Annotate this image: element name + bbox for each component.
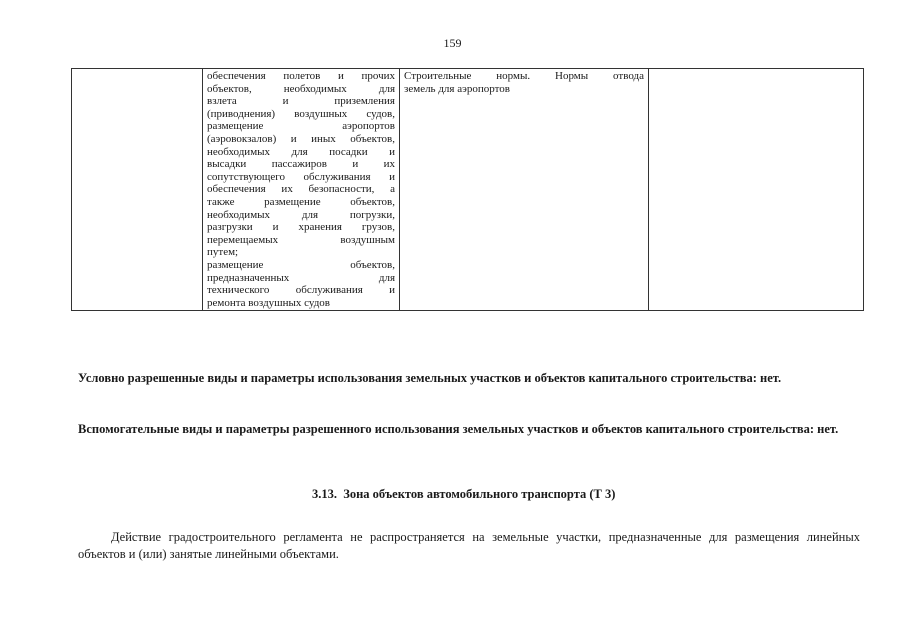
col2-line: (приводнения) воздушных судов, xyxy=(207,107,395,120)
conditional-uses-paragraph: Условно разрешенные виды и параметры использования земельных участков и объектов капитального строительства: нет. xyxy=(78,371,782,385)
col2-line: технического обслуживания и xyxy=(207,284,395,297)
table-cell-norms xyxy=(400,69,649,311)
auxiliary-uses-paragraph: Вспомогательные виды и параметры разрешенного использования земельных участков и объектов капитального строительства: нет. xyxy=(78,422,839,436)
col2-line: предназначенных для xyxy=(207,271,395,284)
table-cell-description xyxy=(203,69,400,311)
body-paragraph: Действие градостроительного регламента не распространяется на земельные участки, предназначенные для размещения линейных объектов и (или) занятые линейными объектами. xyxy=(78,530,860,561)
col2-line: разгрузки и хранения грузов, xyxy=(207,221,395,234)
col2-line: перемещаемых воздушным xyxy=(207,233,395,246)
regulation-table xyxy=(71,68,864,311)
table-row xyxy=(72,69,864,311)
col2-line: обеспечения полетов и прочих xyxy=(207,70,395,82)
page-number: 159 xyxy=(443,36,462,50)
table-cell-code xyxy=(72,69,203,311)
col2-line: размещение аэропортов xyxy=(207,120,395,133)
col2-line: размещение объектов, xyxy=(207,258,395,271)
col2-line: ремонта воздушных судов xyxy=(207,296,330,309)
col2-line: обеспечения их безопасности, а xyxy=(207,183,395,196)
col2-line: необходимых для погрузки, xyxy=(207,208,395,221)
col2-line: путем; xyxy=(207,246,239,259)
col2-line: сопутствующего обслуживания и xyxy=(207,170,395,183)
table-cell-notes xyxy=(649,69,864,311)
col2-line: взлета и приземления xyxy=(207,95,395,108)
col3-line: земель для аэропортов xyxy=(404,82,510,95)
col2-line: необходимых для посадки и xyxy=(207,145,395,158)
section-heading: 3.13. Зона объектов автомобильного транспорта (Т 3) xyxy=(312,487,616,501)
col2-line: также размещение объектов, xyxy=(207,195,395,208)
col3-line: Строительные нормы. Нормы отвода xyxy=(404,70,644,82)
col2-line: объектов, необходимых для xyxy=(207,82,395,95)
col2-line: (аэровокзалов) и иных объектов, xyxy=(207,132,395,145)
col2-line: высадки пассажиров и их xyxy=(207,158,395,171)
